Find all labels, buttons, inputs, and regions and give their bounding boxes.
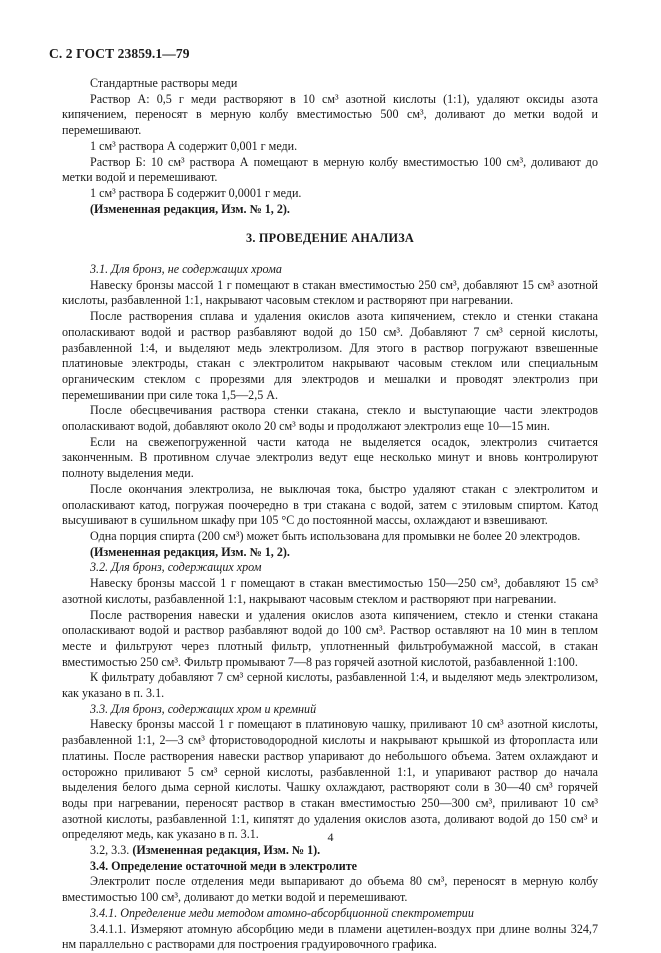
subsection-3-2-heading: 3.2. Для бронз, содержащих хром — [90, 560, 262, 575]
paragraph: Навеску бронзы массой 1 г помещают в стакан вместимостью 150—250 см³, добавляют 15 см³ азотной кислоты, разбавленной 1:1, накрывают часовым стеклом и растворяют при нагревании. — [62, 576, 598, 606]
paragraph: Если на свежепогруженной части катода не выделяется осадок, электролиз считается законченным. В противном случае электролиз ведут еще несколько минут и вновь контролируют полноту выделения меди. — [62, 434, 598, 481]
paragraph: Электролит после отделения меди выпаривают до объема 80 см³, переносят в мерную колбу вместимостью 100 см³, доливают до метки водой и перемешивают. — [62, 874, 598, 905]
paragraph: 3.4.1.1. Измеряют атомную абсорбцию меди в пламени ацетилен-воздух при длине волны 324,7 нм параллельно с растворами для построения градуировочного графика. — [62, 921, 598, 952]
paragraph-solution-b-content: 1 см³ раствора Б содержит 0,0001 г меди. — [90, 185, 302, 200]
paragraph: Одна порция спирта (200 см³) может быть использована для промывки не более 20 электродов. — [90, 528, 581, 543]
paragraph: После окончания электролиза, не выключая тока, быстро удаляют стакан с электролитом и ополаскивают катод, погружая поочередно в три стакана с водой, затем с этиловым спиртом. Катод высушивают в сушильном шкафу при 105 °С до постоянной массы, охлаждают и взвешивают. — [62, 481, 598, 528]
change-note-3-prefix: 3.2, 3.3. — [90, 843, 130, 858]
change-note-2: (Измененная редакция, Изм. № 1, 2). — [90, 544, 290, 559]
paragraph: После растворения сплава и удаления окислов азота кипячением, стекло и стенки стакана ополаскивают водой и раствор разбавляют водой до 150 см³. Добавляют 7 см³ серной кислоты, разбавленной 1:4, и выделяют медь электролизом. Для этого в раствор погружают взвешенные платиновые электроды, стакан с электролитом накрывают часовым стеклом или специальным органическим стеклом с прорезями для электродов и мешалки и проводят электролиз при перемешивании при силе тока 1,5—2,5 А. — [62, 309, 598, 402]
page-body — [62, 76, 598, 953]
change-note-3-text: (Измененная редакция, Изм. № 1). — [132, 843, 321, 858]
paragraph: После растворения навески и удаления окислов азота кипячением, стекло и стенки стакана ополаскивают водой и раствор разбавляют водой до 100 см³. Раствор оставляют на 10 мин в теплом месте и фильтруют через плотный фильтр, уплотненный фильтробумажной массой, в стакан вместимостью 250 см³. Фильтр промывают 7—8 раз горячей азотной кислотой, разбавленной 1:100. — [62, 607, 598, 669]
paragraph: К фильтрату добавляют 7 см³ серной кислоты, разбавленной 1:4, и выделяют медь электролизом, как указано в п. 3.1. — [62, 670, 598, 701]
subsection-3-4-1-heading: 3.4.1. Определение меди методом атомно-абсорбционной спектрометрии — [90, 905, 474, 920]
paragraph-solution-a-content: 1 см³ раствора А содержит 0,001 г меди. — [90, 138, 298, 153]
subsection-3-1-heading: 3.1. Для бронз, не содержащих хрома — [90, 262, 282, 277]
page-header: С. 2 ГОСТ 23859.1—79 — [49, 46, 190, 61]
change-note-1: (Измененная редакция, Изм. № 1, 2). — [90, 201, 290, 216]
paragraph: После обесцвечивания раствора стенки стакана, стекло и выступающие части электродов ополаскивают водой, добавляют около 20 см³ воды и продолжают электролиз еще 10—15 мин. — [62, 403, 598, 434]
subsection-3-3-heading: 3.3. Для бронз, содержащих хром и кремний — [90, 701, 317, 716]
page-number: 4 — [327, 830, 334, 844]
paragraph-solution-a: Раствор А: 0,5 г меди растворяют в 10 см³ азотной кислоты (1:1), удаляют оксиды азота кипячением, переносят в мерную колбу вместимостью 500 см³, доливают до метки водой и перемешивают. — [62, 91, 598, 138]
heading-standard-solutions: Стандартные растворы меди — [90, 76, 238, 90]
subsection-3-4-heading: 3.4. Определение остаточной меди в электролите — [90, 858, 358, 873]
section-title: 3. ПРОВЕДЕНИЕ АНАЛИЗА — [246, 231, 414, 246]
paragraph-solution-b: Раствор Б: 10 см³ раствора А помещают в мерную колбу вместимостью 100 см³, доливают до метки водой и перемешивают. — [62, 154, 598, 185]
paragraph: Навеску бронзы массой 1 г помещают в платиновую чашку, приливают 10 см³ азотной кислоты, разбавленной 1:1, 2—3 см³ фтористоводородной кислоты и накрывают крышкой из фторопласта или платины. После растворения навески раствор упаривают до небольшого объема. Затем охлаждают и осторожно приливают 5 см³ серной кислоты, разбавленной 1:1, и упаривают раствор до начала выделения белого дыма серной кислоты. Чашку охлаждают, растворяют соли в 30—40 см³ горячей воды при нагревании, переносят раствор в стакан вместимостью 250—300 см³, приливают 10 см³ азотной кислоты, разбавленной 1:1, кипятят до удаления окислов азота, доливают водой до 150 см³ и определяют медь, как указано в п. 3.1. — [62, 717, 598, 842]
paragraph: Навеску бронзы массой 1 г помещают в стакан вместимостью 250 см³, добавляют 15 см³ азотной кислоты, разбавленной 1:1, накрывают часовым стеклом и растворяют при нагревании. — [62, 277, 598, 308]
